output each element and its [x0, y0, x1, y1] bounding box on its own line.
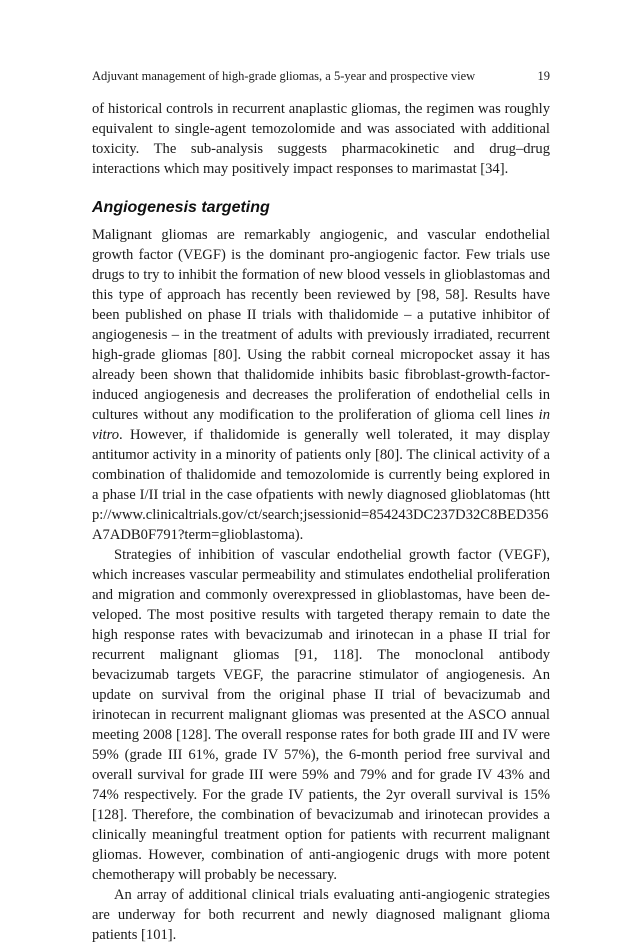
italic-term: in vitro — [92, 407, 550, 443]
paragraph-text: . However, if thalidomide is generally well tolerated, it may display antitumor activity in a minority of patients only [80]. The clinical activity of a combination of thalidomide and temozolomide is currently being explored in a phase I/II trial in the case ofpatients with newly diagnosed glioblatomas ( — [92, 427, 550, 503]
article-body — [92, 99, 550, 945]
paragraph-continued: of historical controls in recurrent anaplastic gliomas, the regimen was roughly equivalent to single-agent temozolomide and was associated with additional toxicity. The sub-analysis suggests pharmacokinetic and drug–drug interactions which may positively impact responses to marimastat [34]. — [92, 101, 550, 177]
paragraph-additional-trials: An array of additional clinical trials evaluating anti-angiogenic strategies are underway for both recurrent and newly diagnosed malignant glioma patients [101]. — [92, 887, 550, 943]
paragraph-vegf-strategies: Strategies of inhibition of vascular endothelial growth factor (VEGF), which increases vascular permeability and stimulates endothelial proliferation and migration and commonly overexpressed in glioblastomas, have been developed. The most positive results with targeted therapy remain to date the high response rates with bevacizumab and irinotecan in a phase II trial for recurrent malignant gliomas [91, 118]. The monoclonal antibody bevacizumab targets VEGF, the paracrine stimulator of angiogenesis. An update on survival from the original phase II trial of bevacizumab and irinotecan in recurrent malignant gliomas was presented at the ASCO annual meeting 2008 [128]. The overall response rates for both grade III and IV were 59% (grade III 61%, grade IV 57%), the 6-month period free survival and overall survival for grade III were 59% and 79% and for grade IV 43% and 74% respectively. For the grade IV patients, the 2yr overall survival is 15% [128]. Therefore, the combination of bevacizumab and irinotecan provides a clinically meaningful treatment option for patients with recurrent malignant gliomas. However, combination of anti-angiogenic drugs with more potent chemotherapy will probably be necessary. — [92, 547, 550, 883]
paragraph-angiogenesis-intro — [92, 225, 550, 545]
page-number: 19 — [537, 69, 550, 83]
running-title: Adjuvant management of high-grade gliomas, a 5-year and prospective view — [92, 69, 476, 83]
paragraph-text: ). — [294, 527, 304, 543]
paragraph-text: Malignant gliomas are remarkably angiogenic, and vascular endothelial growth factor (VEGF) is the dominant pro-angiogenic factor. Few trials use drugs to try to inhibit the formation of new blood vessels in glioblastomas and this type of approach has recently been reviewed by [98, 58]. Results have been published on phase II trials with thalidomide – a putative inhibitor of angiogenesis – in the treatment of adults with previously irradiated, recurrent high-grade gliomas [80]. Using the rabbit corneal micropocket assay it has already been shown that thalidomide inhibits basic fibroblast-growth-factor-induced angiogenesis and decreases the proliferation of endothelial cells in cultures without any modification to the proliferation of glioma cell lines — [92, 227, 550, 423]
section-heading: Angiogenesis targeting — [92, 199, 270, 216]
trial-url: http://www.clinicaltrials.gov/ct/search;jsessionid=854243DC237D32C8BED356A7ADB0F791?term=glioblastoma — [92, 487, 550, 543]
